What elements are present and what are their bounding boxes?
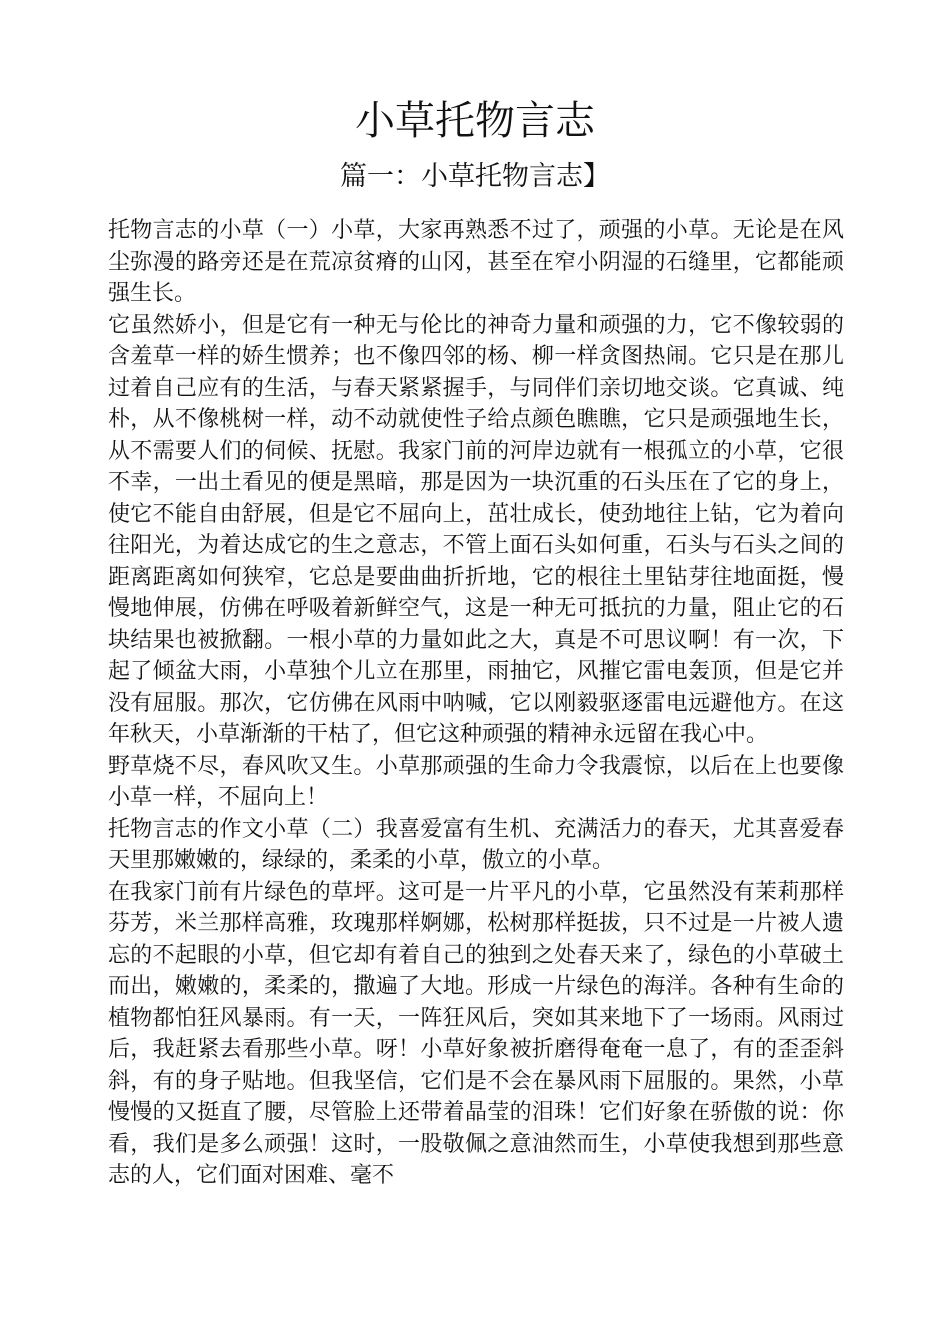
paragraph: 野草烧不尽，春风吹又生。小草那顽强的生命力令我震惊，以后在上也要像小草一样，不屈向上！ (108, 753, 844, 810)
document-body (108, 215, 844, 1192)
paragraph: 托物言志的作文小草（二）我喜爱富有生机、充满活力的春天，尤其喜爱春天里那嫩嫩的，绿绿的，柔柔的小草，傲立的小草。 (108, 816, 844, 873)
document-subtitle: 篇一：小草托物言志】 (340, 161, 610, 192)
paragraph: 托物言志的小草（一）小草，大家再熟悉不过了，顽强的小草。无论是在风尘弥漫的路旁还是在荒凉贫瘠的山冈，甚至在窄小阴湿的石缝里，它都能顽强生长。 (108, 218, 844, 306)
document-title: 小草托物言志 (355, 98, 595, 144)
paragraph: 在我家门前有片绿色的草坪。这可是一片平凡的小草，它虽然没有茉莉那样芬芳，米兰那样高雅，玫瑰那样婀娜，松树那样挺拔，只不过是一片被人遗忘的不起眼的小草，但它却有着自己的独到之处春天来了，绿色的小草破土而出，嫩嫩的，柔柔的，撒遍了大地。形成一片绿色的海洋。各种有生命的植物都怕狂风暴雨。有一天，一阵狂风后，突如其来地下了一场雨。风雨过后，我赶紧去看那些小草。呀！小草好象被折磨得奄奄一息了，有的歪歪斜斜，有的身子贴地。但我坚信，它们是不会在暴风雨下屈服的。果然，小草慢慢的又挺直了腰，尽管脸上还带着晶莹的泪珠！它们好象在骄傲的说：你看，我们是多么顽强！这时，一股敬佩之意油然而生，小草使我想到那些意志的人，它们面对困难、毫不 (108, 879, 844, 1188)
paragraph: 它虽然娇小，但是它有一种无与伦比的神奇力量和顽强的力，它不像较弱的含羞草一样的娇生惯养；也不像四邻的杨、柳一样贪图热闹。它只是在那儿过着自己应有的生活，与春天紧紧握手，与同伴们亲切地交谈。它真诚、纯朴，从不像桃树一样，动不动就使性子给点颜色瞧瞧，它只是顽强地生长，从不需要人们的伺候、抚慰。我家门前的河岸边就有一根孤立的小草，它很不幸，一出土看见的便是黑暗，那是因为一块沉重的石头压在了它的身上，使它不能自由舒展，但是它不屈向上，茁壮成长，使劲地往上钻，它为着向往阳光，为着达成它的生之意志，不管上面石头如何重，石头与石头之间的距离距离如何狭窄，它总是要曲曲折折地，它的根往土里钻芽往地面挺，慢慢地伸展，仿佛在呼吸着新鲜空气，这是一种无可抵抗的力量，阻止它的石块结果也被掀翻。一根小草的力量如此之大，真是不可思议啊！有一次，下起了倾盆大雨，小草独个儿立在那里，雨抽它，风摧它雷电轰顶，但是它并没有屈服。那次，它仿佛在风雨中呐喊，它以刚毅驱逐雷电远避他方。在这年秋天，小草渐渐的干枯了，但它这种顽强的精神永远留在我心中。 (108, 312, 844, 747)
